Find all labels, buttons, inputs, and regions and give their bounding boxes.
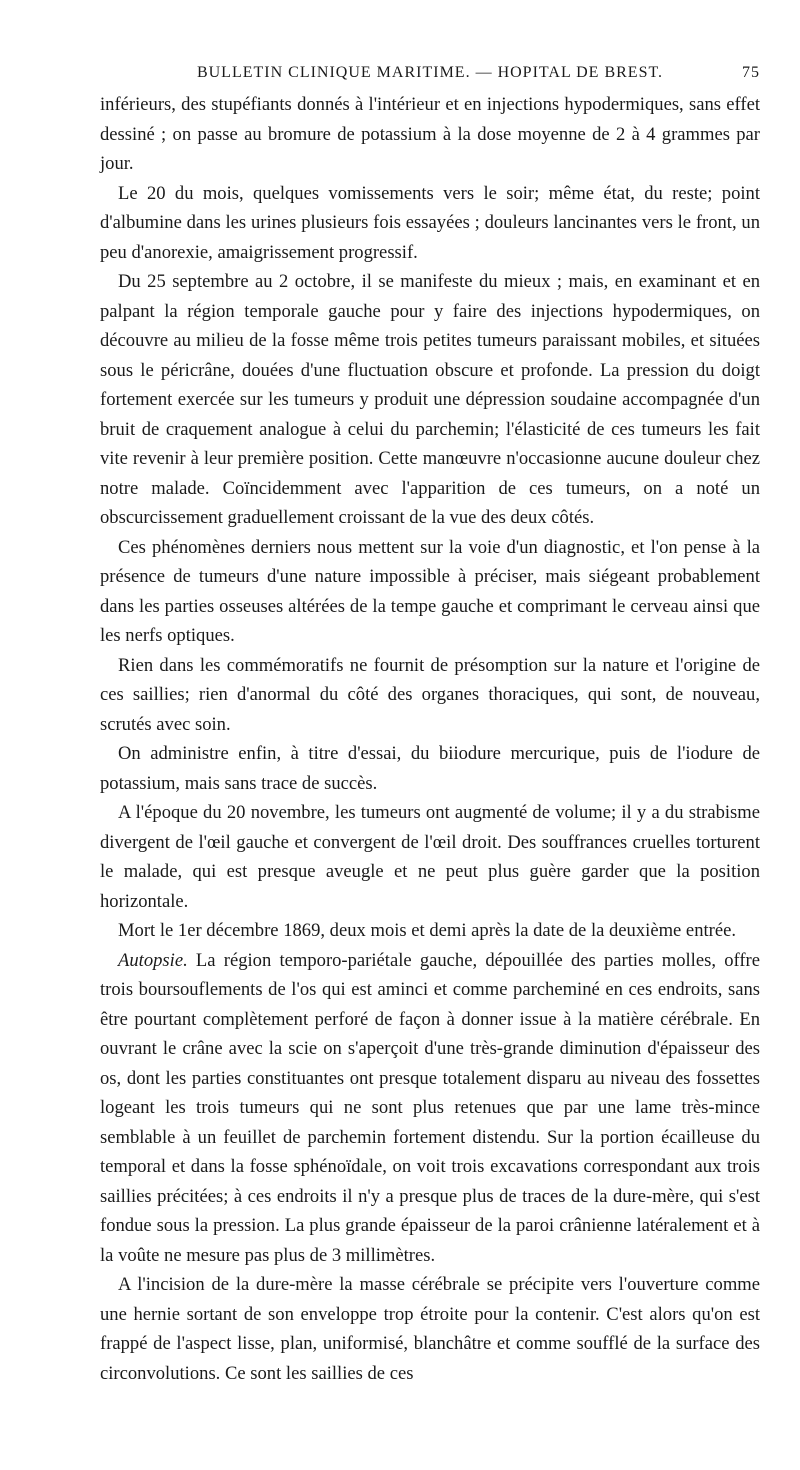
journal-title: BULLETIN CLINIQUE MARITIME. — HOPITAL DE BREST. xyxy=(196,64,664,81)
paragraph: On administre enfin, à titre d'essai, du biiodure mercurique, puis de l'iodure de potassium, mais sans trace de succès. xyxy=(100,743,760,794)
running-header xyxy=(100,58,760,88)
paragraph-text: La région temporo-pariétale gauche, dépouillée des parties molles, offre trois boursouflements de l'os qui est aminci et comme parcheminé en ces endroits, sans être pourtant complètement perforé de façon à donner issue à la matière cérébrale. En ouvrant le crâne avec la scie on s'aperçoit d'une très-grande diminution d'épaisseur des os, dont les parties constituantes ont presque totalement disparu au niveau des fossettes logeant les trois tumeurs qui ne sont plus retenues que par une lame très-mince semblable à un feuillet de parchemin fortement distendu. Sur la portion écailleuse du temporal et dans la fosse sphénoïdale, on voit trois excavations correspondant aux trois saillies précitées; à ces endroits il n'y a presque plus de traces de la dure-mère, qui s'est fondue sous la pression. La plus grande épaisseur de la paroi crânienne latéralement et à la voûte ne mesure pas plus de 3 millimètres. xyxy=(100,949,760,1266)
paragraph: Mort le 1er décembre 1869, deux mois et demi après la date de la deuxième entrée. xyxy=(118,920,736,941)
paragraph: Ces phénomènes derniers nous mettent sur la voie d'un diagnostic, et l'on pense à la présence de tumeurs d'une nature impossible à préciser, mais siégeant probablement dans les parties osseuses altérées de la tempe gauche et comprimant le cerveau ainsi que les nerfs optiques. xyxy=(100,536,760,646)
paragraph: A l'époque du 20 novembre, les tumeurs ont augmenté de volume; il y a du strabisme divergent de l'œil gauche et convergent de l'œil droit. Des souffrances cruelles torturent le malade, qui est presque aveugle et ne peut plus guère garder que la position horizontale. xyxy=(100,802,760,912)
paragraph: Du 25 septembre au 2 octobre, il se manifeste du mieux ; mais, en examinant et en palpant la région temporale gauche pour y faire des injections hypodermiques, on découvre au milieu de la fosse même trois petites tumeurs paraissant mobiles, et situées sous le péricrâne, douées d'une fluctuation obscure et profonde. La pression du doigt fortement exercée sur les tumeurs y produit une dépression soudaine accompagnée d'un bruit de craquement analogue à celui du parchemin; l'élasticité de ces tumeurs les fait vite revenir à leur première position. Cette manœuvre n'occasionne aucune douleur chez notre malade. Coïncidemment avec l'apparition de ces tumeurs, on a noté un obscurcissement graduellement croissant de la vue des deux côtés. xyxy=(100,271,760,528)
section-lead: Autopsie. xyxy=(118,949,188,971)
paragraph: Le 20 du mois, quelques vomissements vers le soir; même état, du reste; point d'albumine dans les urines plusieurs fois essayées ; douleurs lancinantes vers le front, un peu d'anorexie, amaigrissement progressif. xyxy=(100,182,760,263)
paragraph: A l'incision de la dure-mère la masse cérébrale se précipite vers l'ouverture comme une hernie sortant de son enveloppe trop étroite pour la contenir. C'est alors qu'on est frappé de l'aspect lisse, plan, uniformisé, blanchâtre et comme soufflé de la surface des circonvolutions. Ce sont les saillies de ces xyxy=(100,1274,760,1384)
document-page xyxy=(100,58,760,1388)
paragraph-autopsie xyxy=(100,946,760,1271)
paragraph: Rien dans les commémoratifs ne fournit de présomption sur la nature et l'origine de ces saillies; rien d'anormal du côté des organes thoraciques, qui sont, de nouveau, scrutés avec soin. xyxy=(100,654,760,735)
page-number: 75 xyxy=(742,64,760,81)
body-text xyxy=(100,90,760,1388)
paragraph: inférieurs, des stupéfiants donnés à l'intérieur et en injections hypodermiques, sans effet dessiné ; on passe au bromure de potassium à la dose moyenne de 2 à 4 grammes par jour. xyxy=(100,94,760,174)
